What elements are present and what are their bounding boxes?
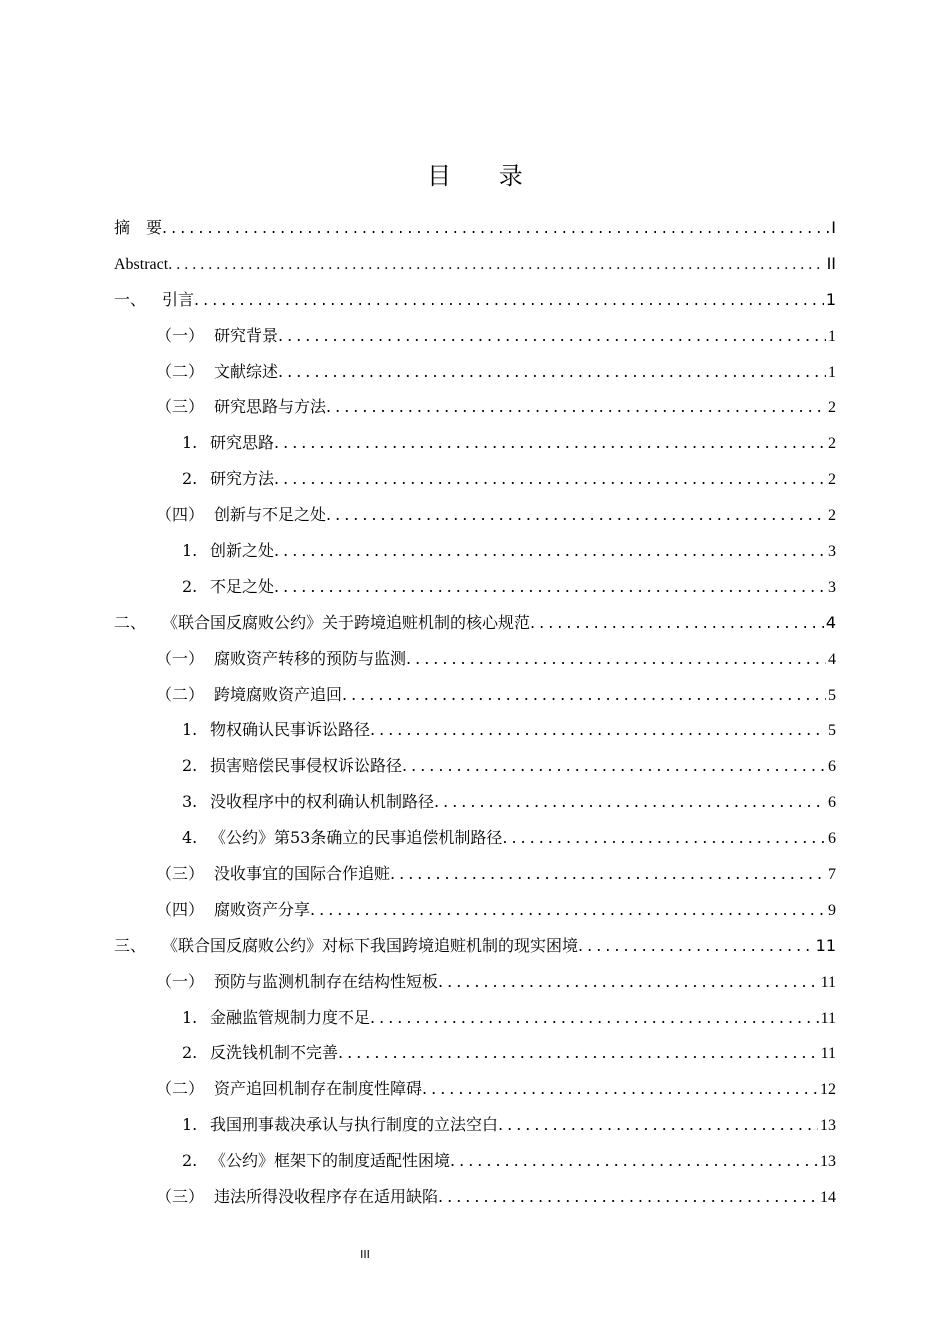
toc-entry-number: （二） <box>156 1079 205 1099</box>
toc-dot-leader <box>194 282 824 318</box>
toc-entry[interactable] <box>114 425 836 461</box>
toc-dot-leader <box>502 820 826 856</box>
toc-dot-leader <box>370 712 826 748</box>
toc-entry[interactable] <box>114 497 836 533</box>
toc-entry-title: 《公约》第53条确立的民事追偿机制路径 <box>210 828 503 848</box>
toc-entry-number: （三） <box>156 864 205 884</box>
toc-entry-number: 1. <box>182 1007 198 1027</box>
toc-entry-number: 2. <box>182 469 198 489</box>
toc-entry-title: 《联合国反腐败公约》对标下我国跨境追赃机制的现实困境 <box>162 935 579 955</box>
toc-entry-number: （一） <box>156 648 205 668</box>
toc-dot-leader <box>168 247 824 283</box>
toc-entry-page: 1 <box>828 363 836 381</box>
toc-dot-leader <box>274 533 826 569</box>
toc-entry-page: 5 <box>828 722 836 740</box>
toc-entry-number: （四） <box>156 505 205 525</box>
toc-entry[interactable] <box>114 641 836 677</box>
toc-entry-page: 6 <box>828 794 836 812</box>
toc-entry-title: 我国刑事裁决承认与执行制度的立法空白 <box>210 1115 499 1135</box>
toc-entry[interactable] <box>114 712 836 748</box>
toc-dot-leader <box>422 1071 818 1107</box>
toc-dot-leader <box>402 748 826 784</box>
toc-entry-number: 2. <box>182 756 198 776</box>
toc-entry[interactable] <box>114 318 836 354</box>
toc-entry[interactable] <box>114 605 836 641</box>
toc-entry-title: 创新之处 <box>210 541 275 561</box>
toc-entry-title: 腐败资产分享 <box>214 899 311 919</box>
toc-entry-title: 腐败资产转移的预防与监测 <box>214 648 407 668</box>
toc-title: 目 录 <box>427 162 543 190</box>
toc-dot-leader <box>434 784 826 820</box>
toc-dot-leader <box>326 497 826 533</box>
toc-entry-number: 2. <box>182 1151 198 1171</box>
toc-dot-leader <box>310 892 826 928</box>
table-of-contents <box>114 210 836 1215</box>
toc-entry[interactable] <box>114 1071 836 1107</box>
toc-entry-page: 3 <box>828 543 836 561</box>
toc-entry-number: （二） <box>156 361 205 381</box>
toc-entry-page: 1 <box>828 327 836 345</box>
toc-entry-page: 9 <box>828 901 836 919</box>
toc-entry[interactable] <box>114 461 836 497</box>
toc-dot-leader <box>338 1035 819 1071</box>
toc-entry-number: 3. <box>182 792 198 812</box>
toc-entry[interactable] <box>114 928 836 964</box>
toc-entry-number: 1. <box>182 1115 198 1135</box>
toc-entry-title: 研究背景 <box>214 325 279 345</box>
toc-entry[interactable] <box>114 246 836 282</box>
toc-entry-title: Abstract <box>114 255 169 273</box>
toc-entry-page: 11 <box>820 1045 836 1063</box>
toc-entry-title: 摘 要 <box>114 218 163 237</box>
toc-entry-page: 7 <box>828 866 836 884</box>
toc-entry-page: 3 <box>828 578 836 596</box>
toc-dot-leader <box>406 641 826 677</box>
toc-entry-page: II <box>826 253 836 273</box>
toc-entry[interactable] <box>114 282 836 318</box>
toc-entry[interactable] <box>114 1000 836 1036</box>
toc-entry-page: 2 <box>828 435 836 453</box>
page-number-footer: III <box>360 1248 370 1261</box>
toc-entry-number: （一） <box>156 325 205 345</box>
toc-entry-title: 《公约》框架下的制度适配性困境 <box>210 1151 451 1171</box>
toc-entry-page: 12 <box>820 1081 836 1099</box>
toc-entry-page: 2 <box>828 471 836 489</box>
toc-entry-page: 6 <box>828 758 836 776</box>
toc-entry[interactable] <box>114 1179 836 1215</box>
toc-entry-number: （一） <box>156 971 205 991</box>
toc-entry-page: 14 <box>820 1189 836 1207</box>
toc-entry[interactable] <box>114 569 836 605</box>
toc-dot-leader <box>342 677 826 713</box>
toc-entry-page: 1 <box>825 289 836 309</box>
toc-entry-title: 文献综述 <box>214 361 279 381</box>
toc-entry-page: 6 <box>828 830 836 848</box>
toc-entry-number: （四） <box>156 899 205 919</box>
toc-entry-number: 1. <box>182 720 198 740</box>
toc-entry-page: 11 <box>820 973 836 991</box>
toc-entry-number: （三） <box>156 1187 205 1207</box>
toc-entry[interactable] <box>114 748 836 784</box>
toc-dot-leader <box>438 1179 818 1215</box>
toc-entry-title: 引言 <box>162 289 195 309</box>
toc-entry[interactable] <box>114 784 836 820</box>
toc-entry-number: 三、 <box>114 935 147 955</box>
toc-entry[interactable] <box>114 892 836 928</box>
toc-dot-leader <box>326 389 826 425</box>
toc-dot-leader <box>274 425 826 461</box>
toc-entry[interactable] <box>114 389 836 425</box>
toc-entry-page: 2 <box>828 399 836 417</box>
toc-dot-leader <box>438 964 819 1000</box>
toc-entry-title: 《联合国反腐败公约》关于跨境追赃机制的核心规范 <box>162 612 531 632</box>
toc-entry[interactable] <box>114 1035 836 1071</box>
toc-entry-number: 1. <box>182 541 198 561</box>
toc-entry-title: 不足之处 <box>210 576 275 596</box>
toc-dot-leader <box>530 605 824 641</box>
toc-entry-page: 13 <box>820 1153 836 1171</box>
toc-dot-leader <box>450 1143 818 1179</box>
toc-entry[interactable] <box>114 1107 836 1143</box>
toc-entry-title: 创新与不足之处 <box>214 505 327 525</box>
toc-entry-page: 13 <box>820 1117 836 1135</box>
toc-entry-page: 4 <box>825 612 836 632</box>
toc-entry-title: 预防与监测机制存在结构性短板 <box>214 971 439 991</box>
toc-entry[interactable] <box>114 820 836 856</box>
toc-entry-number: 二、 <box>114 612 147 632</box>
toc-entry-title: 资产追回机制存在制度性障碍 <box>214 1079 423 1099</box>
toc-entry-page: 5 <box>828 686 836 704</box>
toc-entry-title: 研究思路 <box>210 433 275 453</box>
toc-entry-page: 2 <box>828 507 836 525</box>
toc-entry[interactable] <box>114 354 836 390</box>
toc-entry[interactable] <box>114 533 836 569</box>
toc-entry-number: 一、 <box>114 289 147 309</box>
toc-dot-leader <box>578 928 814 964</box>
toc-entry-title: 跨境腐败资产追回 <box>214 684 343 704</box>
toc-entry-number: 1. <box>182 433 198 453</box>
toc-entry[interactable] <box>114 964 836 1000</box>
toc-dot-leader <box>278 354 826 390</box>
toc-entry-title: 研究思路与方法 <box>214 397 327 417</box>
toc-entry-number: 2. <box>182 1043 198 1063</box>
toc-entry-page: 4 <box>828 650 836 668</box>
toc-dot-leader <box>498 1107 818 1143</box>
toc-entry-title: 违法所得没收程序存在适用缺陷 <box>214 1187 439 1207</box>
toc-entry-page: 11 <box>820 1009 836 1027</box>
toc-entry-title: 损害赔偿民事侵权诉讼路径 <box>210 756 403 776</box>
toc-entry-number: （二） <box>156 684 205 704</box>
toc-entry-title: 没收事宜的国际合作追赃 <box>214 864 391 884</box>
toc-entry-number: 2. <box>182 576 198 596</box>
toc-dot-leader <box>390 856 826 892</box>
toc-entry-title: 研究方法 <box>210 469 275 489</box>
toc-entry-page: 11 <box>815 935 836 955</box>
toc-entry[interactable] <box>114 677 836 713</box>
toc-entry-number: 4. <box>182 828 198 848</box>
toc-entry-title: 金融监管规制力度不足 <box>210 1007 371 1027</box>
toc-entry-title: 反洗钱机制不完善 <box>210 1043 339 1063</box>
toc-entry-number: （三） <box>156 397 205 417</box>
toc-dot-leader <box>274 569 826 605</box>
toc-entry-page: I <box>831 218 836 237</box>
toc-entry[interactable] <box>114 856 836 892</box>
toc-entry[interactable] <box>114 1143 836 1179</box>
toc-dot-leader <box>162 210 829 246</box>
toc-entry[interactable] <box>114 210 836 246</box>
toc-dot-leader <box>278 318 826 354</box>
toc-dot-leader <box>274 461 826 497</box>
toc-entry-title: 物权确认民事诉讼路径 <box>210 720 371 740</box>
toc-dot-leader <box>370 1000 819 1036</box>
toc-entry-title: 没收程序中的权利确认机制路径 <box>210 792 435 812</box>
